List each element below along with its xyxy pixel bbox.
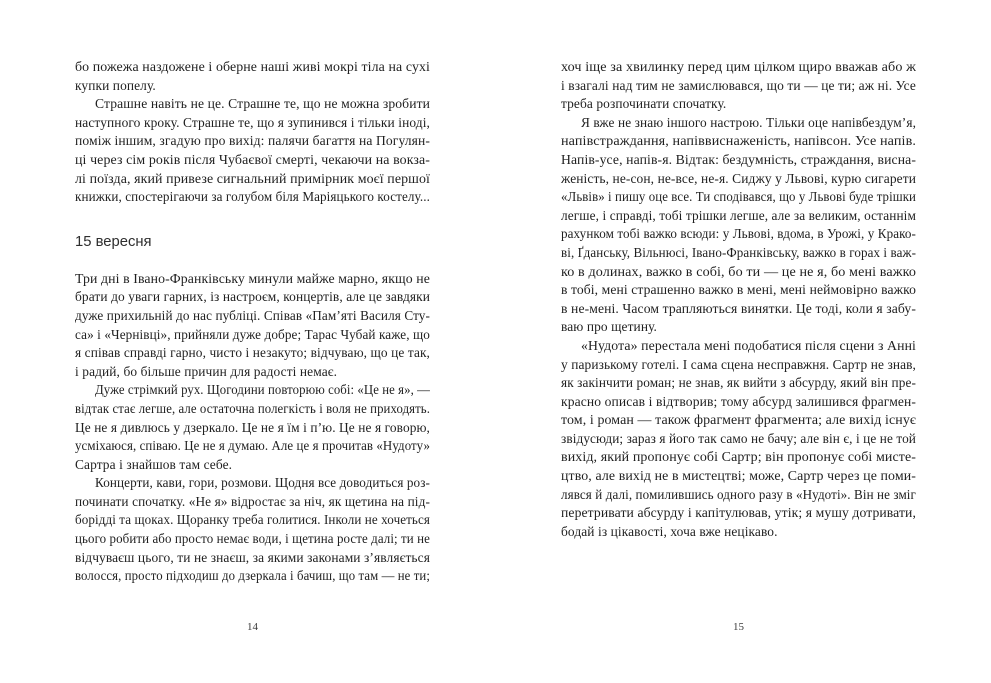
paragraph: [561, 114, 916, 337]
text-line: і взагалі над тим не замислювався, що ти — це ти; аж ні. Усе: [561, 77, 916, 93]
text-line: треба розпочинати спочатку.: [561, 96, 727, 112]
text-line: Дуже стрімкий рух. Щогодини повторюю собі: «Це не я», —: [95, 382, 430, 398]
paragraph: [561, 58, 916, 114]
book-page-right: [561, 58, 916, 541]
text-line: «Львів» і пишу оце все. Ти сподівався, що у Львові буде трішки: [561, 189, 916, 205]
text-line: Це не я дивлюсь у дзеркало. Це не я їм і п’ю. Це не я говорю,: [75, 419, 430, 435]
text-line: я співав справді гарно, чисто і незакуто; відчуваю, що це так,: [75, 345, 430, 361]
text-line: цтво, але вихід не в мистецтві; може, Сартр через це поми-: [561, 468, 916, 484]
text-line: борідді та щоках. Щоранку треба голитися. Інколи не хочеться: [75, 512, 430, 528]
text-line: у паризькому готелі. І сама сцена несправжня. Сартр не знав,: [561, 356, 916, 372]
text-line: перетривати абсурду і капітулював, утік; я мушу дотривати,: [561, 505, 916, 521]
paragraph: [75, 95, 430, 207]
text-line: брати до уваги гарних, із настроєм, концертів, але це завдяки: [75, 289, 430, 305]
text-line: хоч іще за хвилинку перед цим цілком щиро вважав або ж: [561, 59, 916, 74]
text-line: Сартра і знайшов там себе.: [75, 456, 233, 472]
text-line: женість, не-сон, не-все, не-я. Сиджу у Львові, курю сигарети: [561, 170, 916, 186]
text-line: відтак стає легше, але остаточна полегкість і воля не приходять.: [75, 400, 430, 416]
text-line: звідусюди; зараз я його так само не бачу; але він є, і це не той: [561, 430, 916, 446]
date-heading: 15 вересня: [75, 233, 152, 250]
text-line: в тобі, мені страшенно важко в мені, мені неймовірно важко: [561, 282, 916, 298]
text-line: дуже прихильній до нас публіці. Співав «Пам’яті Василя Сту-: [75, 307, 430, 323]
page-number-right: 15: [733, 621, 744, 633]
text-line: як закінчити роман; не знав, як вийти з абсурду, який він пре-: [561, 375, 916, 391]
text-line: вихід, який пропонує собі Сартр; він пропонує собі мисте-: [561, 449, 916, 465]
text-line: лі поїзда, який привезе сигнальний примірник моєї першої: [75, 170, 430, 186]
text-line: том, і роман — також фрагмент фрагмента; але вихід існує: [561, 412, 916, 428]
text-line: Три дні в Івано-Франківську минули майже марно, якщо не: [75, 270, 430, 286]
text-line: і радий, бо більше причин для радості немає.: [75, 363, 338, 379]
text-line: рахунком тобі важко всюди: у Львові, вдома, в Урожі, у Крако-: [561, 226, 916, 242]
paragraph: [75, 58, 430, 95]
paragraph: [75, 270, 430, 382]
paragraph: [75, 474, 430, 586]
text-line: напівстраждання, напіввиснаженість, напівсон. Усе напів.: [561, 133, 916, 149]
text-line: красно описав і відтворив; тому абсурд залишився фрагмен-: [561, 393, 916, 409]
text-line: починати спочатку. «Не я» відростає за ніч, як щетина на під-: [75, 493, 430, 509]
text-line: цього робити або просто немає води, і щетина росте далі; ти не: [75, 531, 430, 547]
text-line: в не-мені. Часом трапляються винятки. Це тоді, коли я забу-: [561, 300, 916, 316]
text-line: бодай із цікавості, хоча вже нецікаво.: [561, 523, 778, 539]
text-line: купки попелу.: [75, 77, 156, 93]
text-line: наступного кроку. Страшне те, що я зупинився і тільки іноді,: [75, 114, 430, 130]
paragraph: [561, 337, 916, 542]
page-number-left: 14: [247, 621, 258, 633]
text-line: легше, і справді, тобі трішки легше, але за великим, останнім: [561, 207, 916, 223]
text-line: «Нудота» перестала мені подобатися після сцени з Анні: [581, 337, 916, 353]
text-line: Страшне навіть не це. Страшне те, що не можна зробити: [95, 96, 430, 112]
text-line: волосся, просто підходиш до дзеркала і бачиш, що там — не ти;: [75, 568, 430, 584]
paragraph: [75, 381, 430, 474]
text-line: книжки, спостерігаючи за голубом біля Маріяцького костелу...: [75, 189, 430, 205]
text-line: ваю про щетину.: [561, 319, 657, 335]
text-line: Я вже не знаю іншого настрою. Тільки оце напівбездум’я,: [581, 114, 916, 130]
text-line: бо пожежа наздожене і оберне наші живі мокрі тіла на сухі: [75, 59, 430, 74]
text-line: ві, Ґданську, Вільнюсі, Івано-Франківську, важко в горах і важ-: [561, 244, 916, 260]
text-line: лявся й далі, помилившись одного разу в «Нудоті». Він не зміг: [561, 486, 916, 502]
text-line: відчуваєш цього, ти не знаєш, за якими законами з’являється: [75, 549, 430, 565]
text-line: Напів-усе, напів-я. Відтак: бездумність, страждання, висна-: [561, 151, 916, 167]
text-line: ці через сім років після Чубаєвої смерті, чекаючи на вокза-: [75, 151, 430, 167]
book-page-left: [75, 58, 430, 586]
text-line: Концерти, кави, гори, розмови. Щодня все доводиться роз-: [95, 475, 430, 491]
text-line: ко в долинах, важко в собі, бо ти — це не я, бо мені важко: [561, 263, 916, 279]
text-line: са» і «Чернівці», прийняли дуже добре; Тарас Чубай каже, що: [75, 326, 430, 342]
text-line: усміхаюся, співаю. Це не я думаю. Але це я прочитав «Нудоту»: [75, 438, 430, 454]
text-line: поміж іншим, згадую про вихід: палячи багаття на Погулян-: [75, 133, 430, 149]
